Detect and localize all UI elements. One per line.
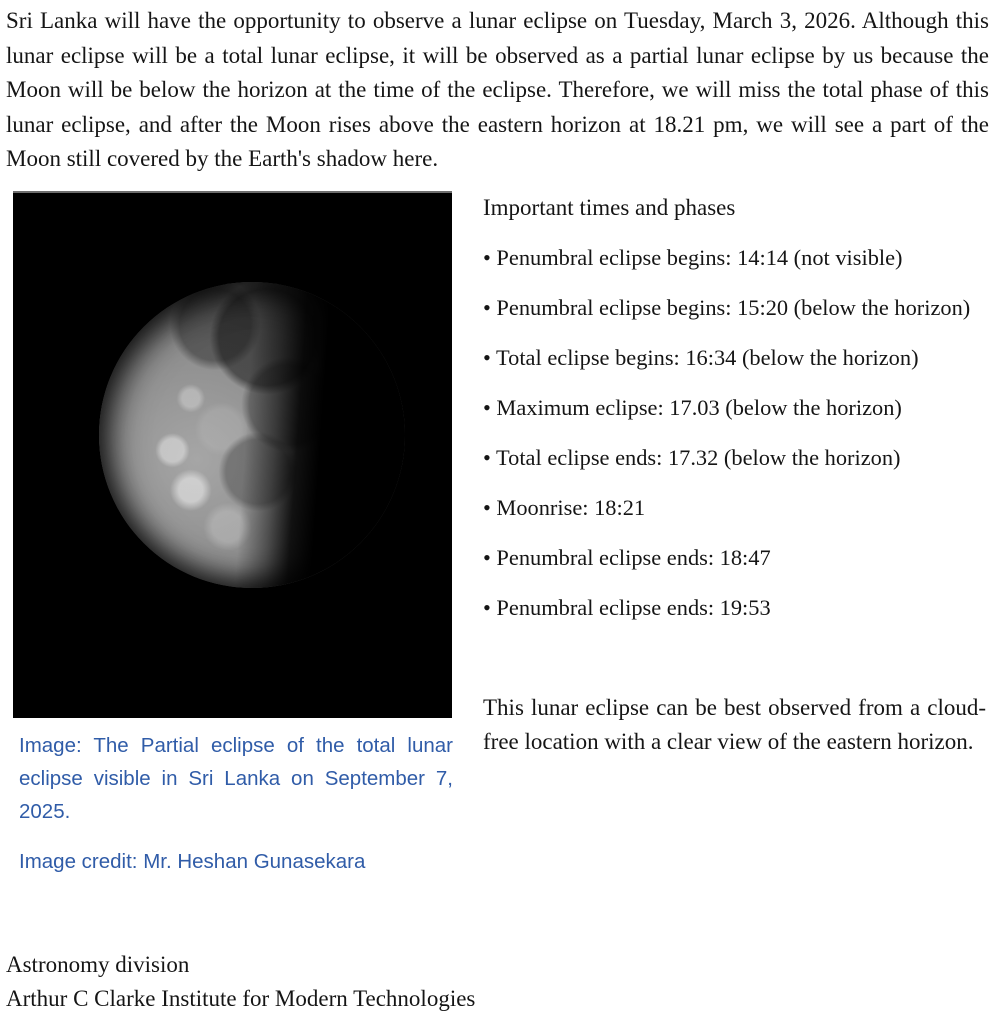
time-list-item: • Penumbral eclipse ends: 19:53 bbox=[483, 595, 771, 620]
footer-institute: Arthur C Clarke Institute for Modern Technologies bbox=[6, 985, 476, 1011]
time-list-item: • Penumbral eclipse ends: 18:47 bbox=[483, 545, 771, 570]
times-section bbox=[483, 190, 986, 759]
moon-image bbox=[99, 282, 405, 588]
times-heading: Important times and phases bbox=[483, 195, 736, 220]
image-caption: Image: The Partial eclipse of the total lunar eclipse visible in Sri Lanka on September 7, 2025. bbox=[19, 734, 453, 823]
viewing-note: This lunar eclipse can be best observed from a cloud-free location with a clear view of the eastern horizon. bbox=[483, 695, 986, 754]
time-list-item: • Total eclipse begins: 16:34 (below the horizon) bbox=[483, 345, 919, 370]
time-list-item: • Maximum eclipse: 17.03 (below the horizon) bbox=[483, 395, 902, 420]
footer bbox=[6, 948, 475, 1015]
time-list-item: • Moonrise: 18:21 bbox=[483, 495, 646, 520]
times-list bbox=[483, 240, 986, 625]
time-list-item: • Penumbral eclipse begins: 15:20 (below the horizon) bbox=[483, 295, 971, 320]
image-credit: Image credit: Mr. Heshan Gunasekara bbox=[19, 850, 366, 873]
footer-division: Astronomy division bbox=[6, 952, 190, 977]
time-list-item: • Penumbral eclipse begins: 14:14 (not visible) bbox=[483, 245, 903, 270]
intro-paragraph: Sri Lanka will have the opportunity to observe a lunar eclipse on Tuesday, March 3, 2026. Although this lunar eclipse will be a total lunar eclipse, it will be observed as a partial lunar eclipse by us because the Moon will be below the horizon at the time of the eclipse. Therefore, we will miss the total phase of this lunar eclipse, and after the Moon rises above the eastern horizon at 18.21 pm, we will see a part of the Moon still covered by the Earth's shadow here. bbox=[6, 8, 989, 172]
eclipse-photo bbox=[13, 191, 452, 718]
time-list-item: • Total eclipse ends: 17.32 (below the horizon) bbox=[483, 445, 901, 470]
